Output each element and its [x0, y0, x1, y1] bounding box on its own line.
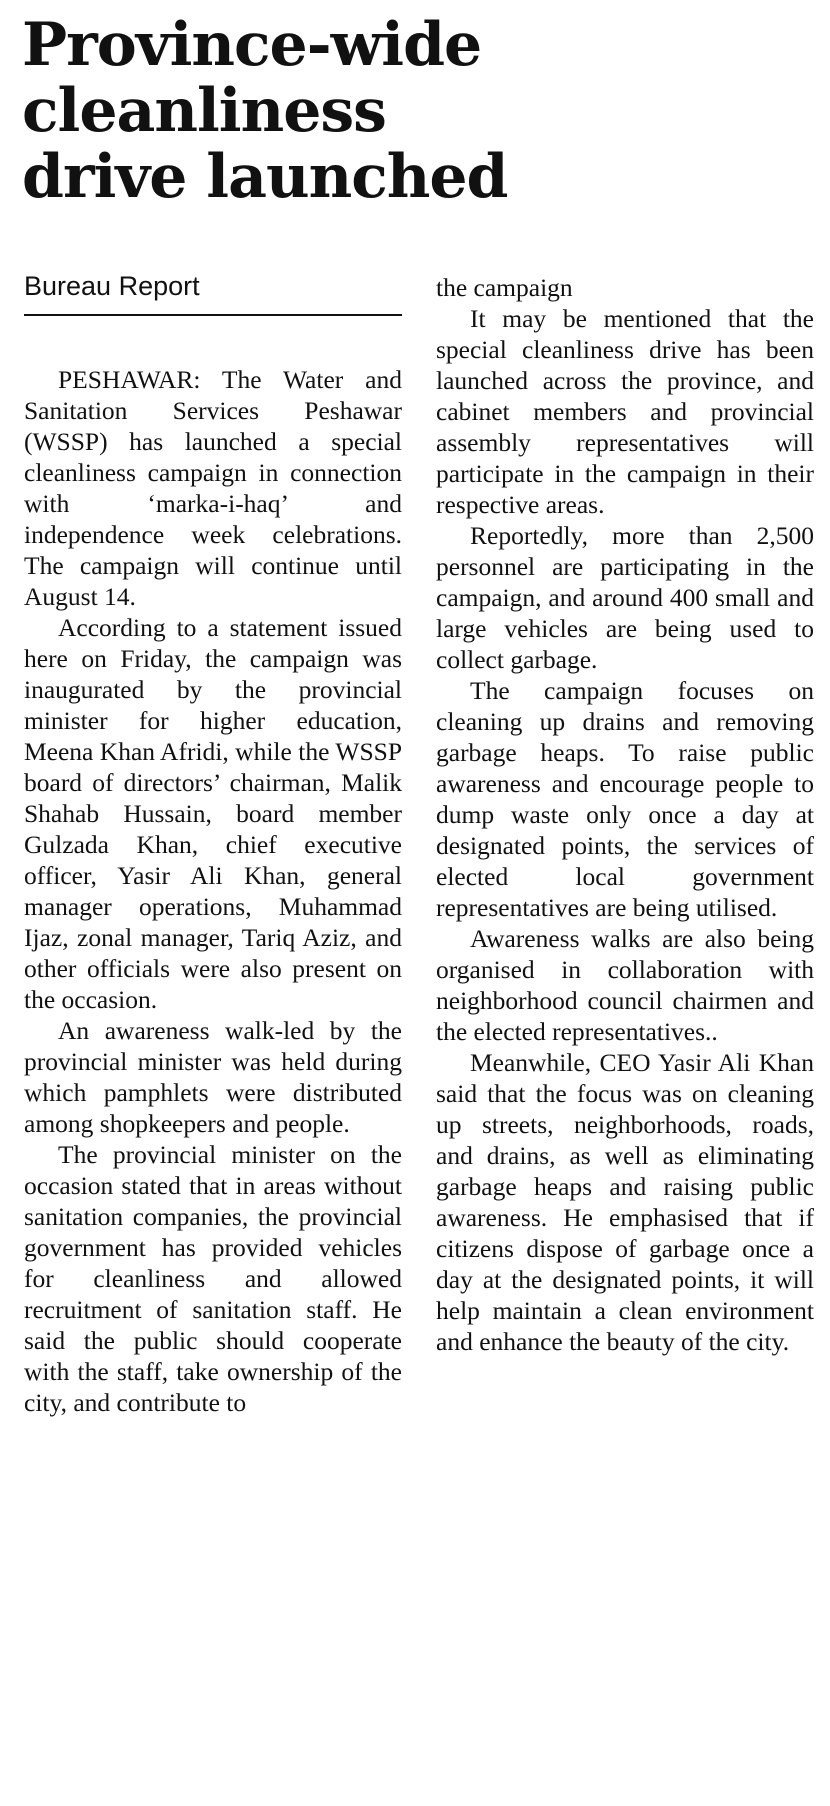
headline-line: drive launched: [22, 142, 508, 212]
paragraph-continuation: the campaign: [436, 273, 573, 302]
paragraph: PESHAWAR: The Water and Sanitation Services Peshawar (WSSP) has launched a special cleanliness campaign in connection with ‘marka-i-haq’ and independence week celebrations. The campaign will continue until August 14.: [24, 365, 402, 611]
byline: Bureau Report: [24, 268, 402, 316]
paragraph: Awareness walks are also being organised in collaboration with neighborhood council chairmen and the elected representatives..: [436, 924, 814, 1046]
paragraph: Meanwhile, CEO Yasir Ali Khan said that the focus was on cleaning up streets, neighborhoods, roads, and drains, as well as eliminating garbage heaps and raising public awareness. He emphasised that if citizens dispose of garbage once a day at the designated points, it will help maintain a clean environment and enhance the beauty of the city.: [436, 1048, 814, 1356]
headline: [22, 12, 582, 210]
paragraph: Reportedly, more than 2,500 personnel are participating in the campaign, and around 400 small and large vehicles are being used to collect garbage.: [436, 521, 814, 674]
paragraph: The provincial minister on the occasion stated that in areas without sanitation companies, the provincial government has provided vehicles for cleanliness and allowed recruitment of sanitation staff. He said the public should cooperate with the staff, take ownership of the city, and contribute to: [24, 1140, 402, 1417]
paragraph: An awareness walk-led by the provincial minister was held during which pamphlets were distributed among shopkeepers and people.: [24, 1016, 402, 1138]
headline-line: Province-wide: [22, 10, 482, 80]
paragraph: It may be mentioned that the special cleanliness drive has been launched across the province, and cabinet members and provincial assembly representatives will participate in the campaign in their respective areas.: [436, 304, 814, 519]
article-column-left: [24, 364, 402, 1418]
paragraph: According to a statement issued here on Friday, the campaign was inaugurated by the provincial minister for higher education, Meena Khan Afridi, while the WSSP board of directors’ chairman, Malik Shahab Hussain, board member Gulzada Khan, chief executive officer, Yasir Ali Khan, general manager operations, Muhammad Ijaz, zonal manager, Tariq Aziz, and other officials were also present on the occasion.: [24, 613, 402, 1014]
headline-line: cleanliness: [22, 76, 386, 146]
article-column-right: [436, 272, 814, 1357]
paragraph: The campaign focuses on cleaning up drains and removing garbage heaps. To raise public awareness and encourage people to dump waste only once a day at designated points, the services of elected local government representatives are being utilised.: [436, 676, 814, 922]
